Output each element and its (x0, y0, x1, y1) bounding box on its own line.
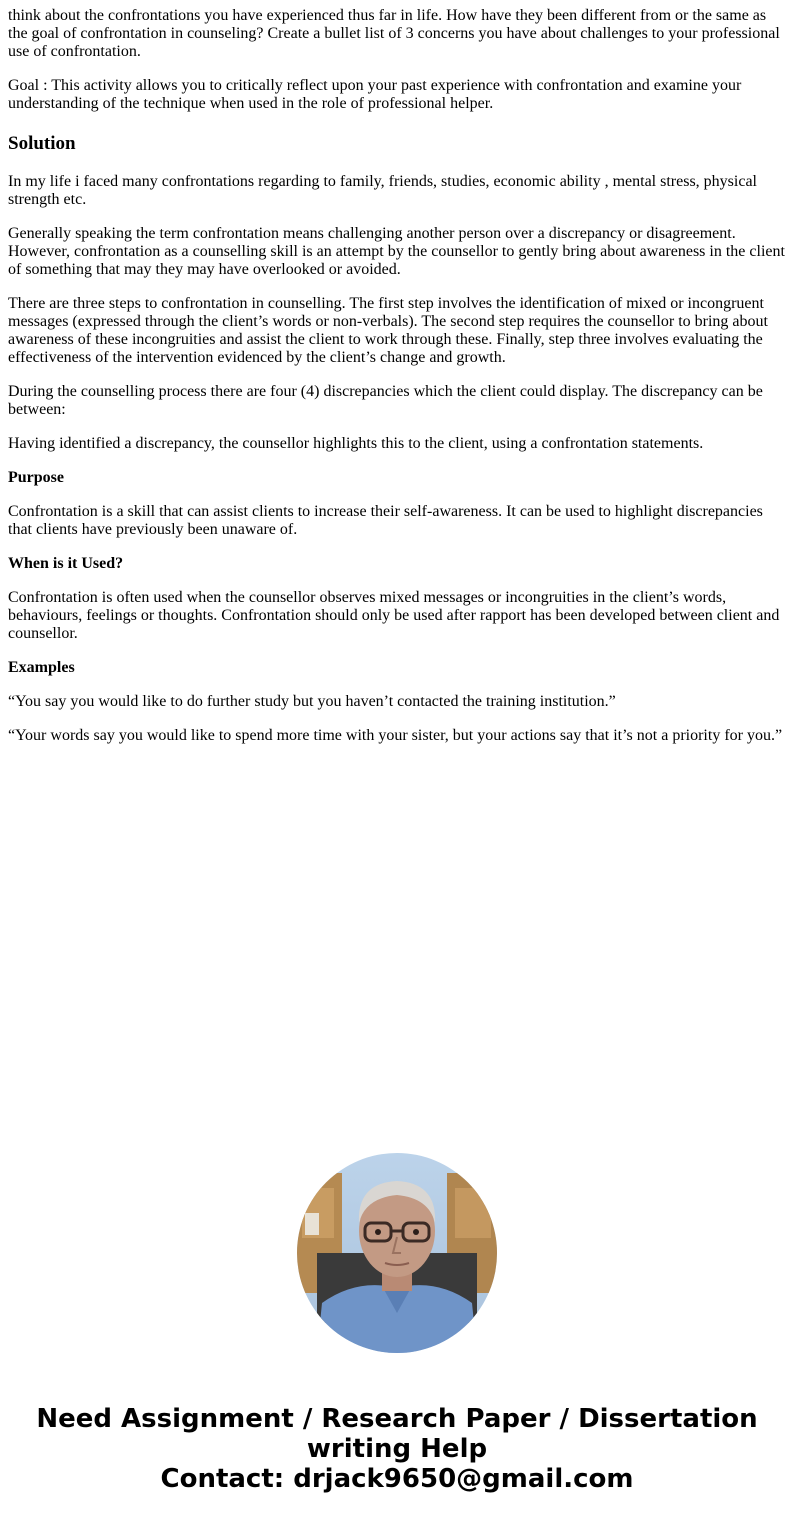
when-used-heading: When is it Used? (8, 555, 124, 572)
solution-heading: Solution (8, 133, 76, 154)
example-quote: “You say you would like to do further study but you haven’t contacted the training institution.” (8, 693, 616, 710)
solution-paragraph: Having identified a discrepancy, the counsellor highlights this to the client, using a confrontation statements. (8, 435, 704, 452)
promo-line: Need Assignment / Research Paper / Dissertation (36, 1404, 758, 1434)
author-avatar (297, 1153, 497, 1353)
solution-paragraph: Generally speaking the term confrontation means challenging another person over a discrepancy or disagreement. However, confrontation as a counselling skill is an attempt by the counsellor to gently bring about awareness in the client of something that may they may have overlooked or avoided. (8, 225, 785, 278)
goal-text: Goal : This activity allows you to critically reflect upon your past experience with confrontation and examine your understanding of the technique when used in the role of professional helper. (8, 77, 742, 112)
when-used-text: Confrontation is often used when the counsellor observes mixed messages or incongruities in the client’s words, behaviours, feelings or thoughts. Confrontation should only be used after rapport has been developed between client and counsellor. (8, 589, 780, 642)
purpose-text: Confrontation is a skill that can assist clients to increase their self-awareness. It can be used to highlight discrepancies that clients have previously been unaware of. (8, 503, 763, 538)
solution-paragraph: In my life i faced many confrontations regarding to family, friends, studies, economic ability , mental stress, physical strength etc. (8, 173, 757, 208)
example-quote: “Your words say you would like to spend more time with your sister, but your actions say that it’s not a priority for you.” (8, 727, 783, 744)
document-body (8, 7, 786, 761)
promo-banner (0, 1404, 794, 1494)
solution-paragraph: During the counselling process there are four (4) discrepancies which the client could display. The discrepancy can be between: (8, 383, 763, 418)
promo-line: writing Help (306, 1434, 488, 1464)
author-photo (297, 1153, 497, 1353)
solution-paragraph: There are three steps to confrontation in counselling. The first step involves the identification of mixed or incongruent messages (expressed through the client’s words or non-verbals). The second step requires the counsellor to bring about awareness of these incongruities and assist the client to work through these. Finally, step three involves evaluating the effectiveness of the intervention evidenced by the client’s change and growth. (8, 295, 768, 366)
contact-email: Contact: drjack9650@gmail.com (160, 1464, 634, 1494)
purpose-heading: Purpose (8, 469, 64, 486)
examples-heading: Examples (8, 659, 75, 676)
question-text: think about the confrontations you have experienced thus far in life. How have they been different from or the same as the goal of confrontation in counseling? Create a bullet list of 3 concerns you have about challenges to your professional use of confrontation. (8, 7, 780, 60)
